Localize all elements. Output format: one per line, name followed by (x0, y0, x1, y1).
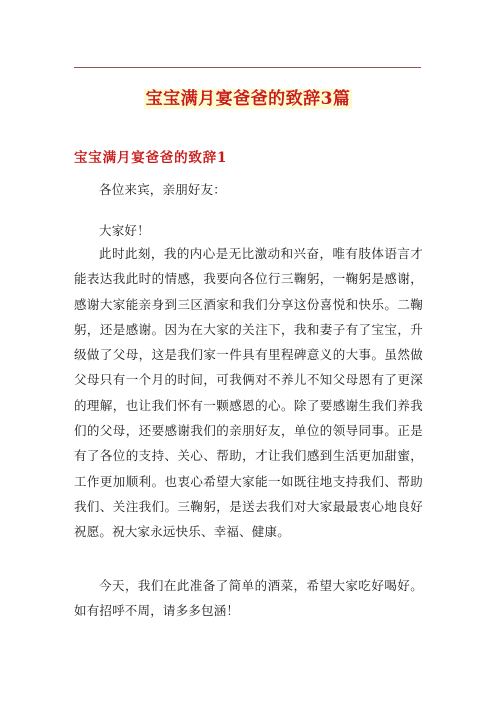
document-title-text: 宝宝满月宴爸爸的致辞3篇 (145, 89, 351, 109)
paragraph-salutation: 各位来宾，亲朋好友： (99, 182, 227, 197)
section-heading: 宝宝满月宴爸爸的致辞1 (74, 150, 228, 166)
paragraph-closing: 今天，我们在此准备了简单的酒菜，希望大家吃好喝好。如有招呼不周，请多多包涵！ (74, 578, 423, 619)
paragraph-body: 此时此刻，我的内心是无比激动和兴奋，唯有肢体语言才能表达我此时的情感，我要向各位行三鞠躬，一鞠躬是感谢，感谢大家能亲身到三区酒家和我们分享这份喜悦和快乐。二鞠躬，还是感谢。因为在大家的关注下，我和妻子有了宝宝，升级做了父母，这是我们家一件具有里程碑意义的大事。虽然做父母只有一个月的时间，可我俩对不养儿不知父母恩有了更深的理解，也让我们怀有一颗感恩的心。除了要感谢生我们养我们的父母，还要感谢我们的亲朋好友，单位的领导同事。正是有了各位的支持、关心、帮助，才让我们感到生活更加甜蜜，工作更加顺利。也衷心希望大家能一如既往地支持我们、帮助我们、关注我们。三鞠躬，是送去我们对大家最最衷心地良好祝愿。祝大家永远快乐、幸福、健康。 (74, 246, 423, 540)
header-rule (74, 67, 421, 68)
document-title (0, 86, 496, 112)
paragraph-greeting: 大家好！ (99, 223, 150, 238)
